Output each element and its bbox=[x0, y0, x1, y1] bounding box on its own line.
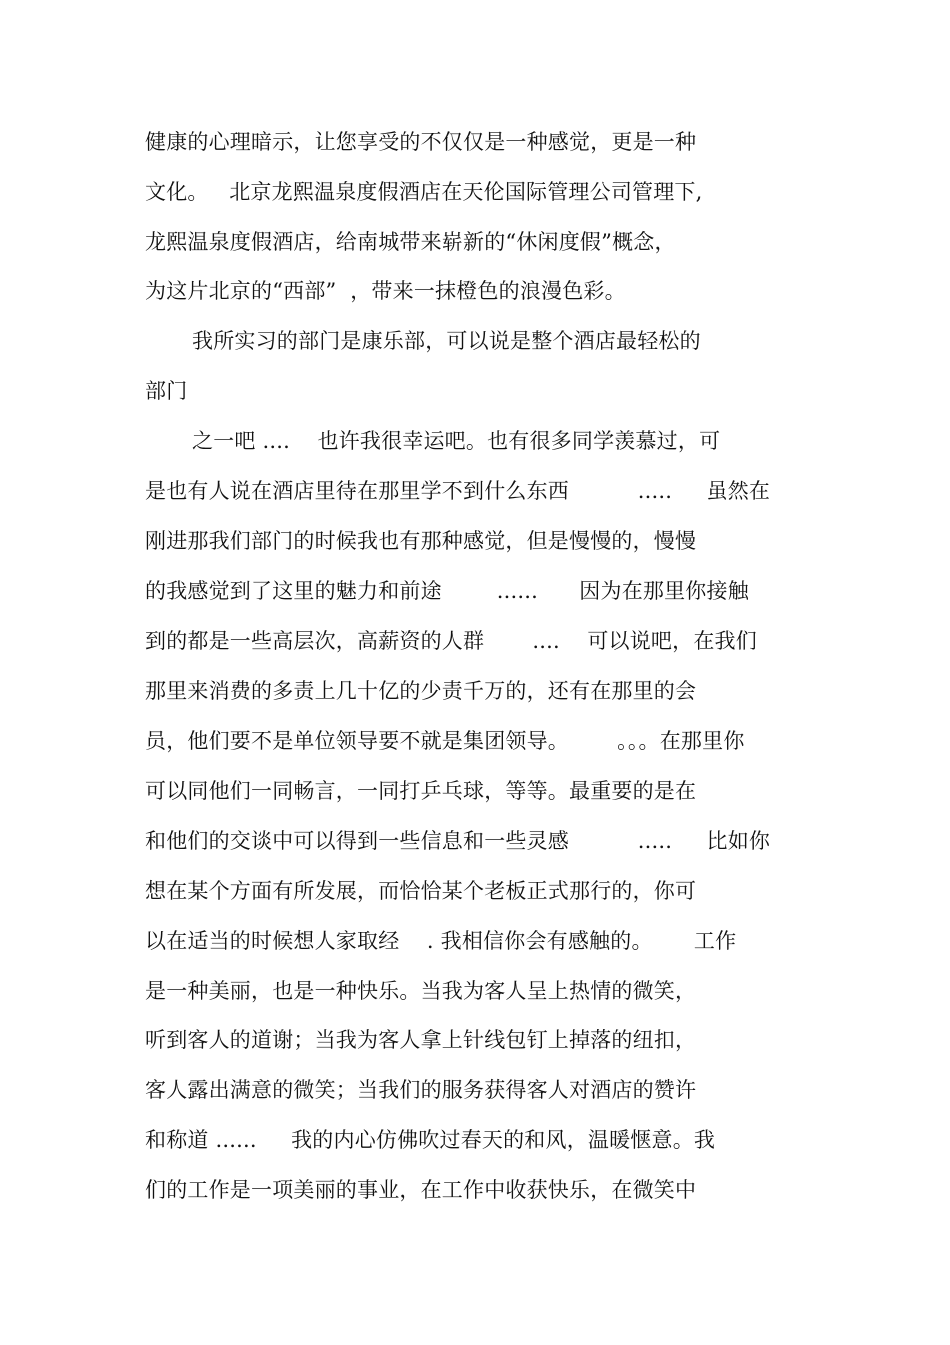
paragraph-line: 是一种美丽，也是一种快乐。当我为客人呈上热情的微笑， bbox=[145, 979, 697, 1003]
paragraph-line: 龙熙温泉度假酒店，给南城带来崭新的“休闲度假”概念， bbox=[145, 230, 676, 254]
paragraph-line: 和称道 ...... 我的内心仿佛吹过春天的和风，温暖惬意。我 bbox=[145, 1128, 716, 1152]
paragraph-line: 到的都是一些高层次，高薪资的人群 .... 可以说吧，在我们 bbox=[145, 629, 757, 653]
paragraph-line: 想在某个方面有所发展，而恰恰某个老板正式那行的，你可 bbox=[145, 879, 697, 903]
paragraph-line: 为这片北京的“西部” ，带来一抹橙色的浪漫色彩。 bbox=[145, 279, 626, 303]
paragraph-line: 健康的心理暗示，让您享受的不仅仅是一种感觉，更是一种 bbox=[145, 130, 697, 154]
paragraph-line: 之一吧 .... 也许我很幸运吧。也有很多同学羡慕过，可 bbox=[192, 429, 721, 453]
paragraph-line: 是也有人说在酒店里待在那里学不到什么东西 ..... 虽然在 bbox=[145, 479, 771, 503]
paragraph-line: 可以同他们一同畅言，一同打乒乓球，等等。最重要的是在 bbox=[145, 779, 697, 803]
paragraph-line: 听到客人的道谢；当我为客人拿上针线包钉上掉落的纽扣， bbox=[145, 1028, 697, 1052]
paragraph-line: 们的工作是一项美丽的事业，在工作中收获快乐，在微笑中 bbox=[145, 1178, 697, 1202]
paragraph-line: 我所实习的部门是康乐部，可以说是整个酒店最轻松的 bbox=[192, 329, 701, 353]
paragraph-line: 刚进那我们部门的时候我也有那种感觉，但是慢慢的，慢慢 bbox=[145, 529, 697, 553]
paragraph-line: 和他们的交谈中可以得到一些信息和一些灵感 ..... 比如你 bbox=[145, 829, 771, 853]
paragraph-line: 的我感觉到了这里的魅力和前途 ...... 因为在那里你接触 bbox=[145, 579, 749, 603]
paragraph-line: 以在适当的时候想人家取经 . 我相信你会有感触的。 工作 bbox=[145, 929, 737, 953]
paragraph-line: 客人露出满意的微笑；当我们的服务获得客人对酒店的赞许 bbox=[145, 1078, 697, 1102]
paragraph-line: 那里来消费的多责上几十亿的少责千万的，还有在那里的会 bbox=[145, 679, 697, 703]
paragraph-line: 部门 bbox=[145, 379, 188, 403]
paragraph-line: 文化。 北京龙熙温泉度假酒店在天伦国际管理公司管理下, bbox=[145, 180, 703, 204]
paragraph-line: 员，他们要不是单位领导要不就是集团领导。 。。。在那里你 bbox=[145, 729, 745, 753]
